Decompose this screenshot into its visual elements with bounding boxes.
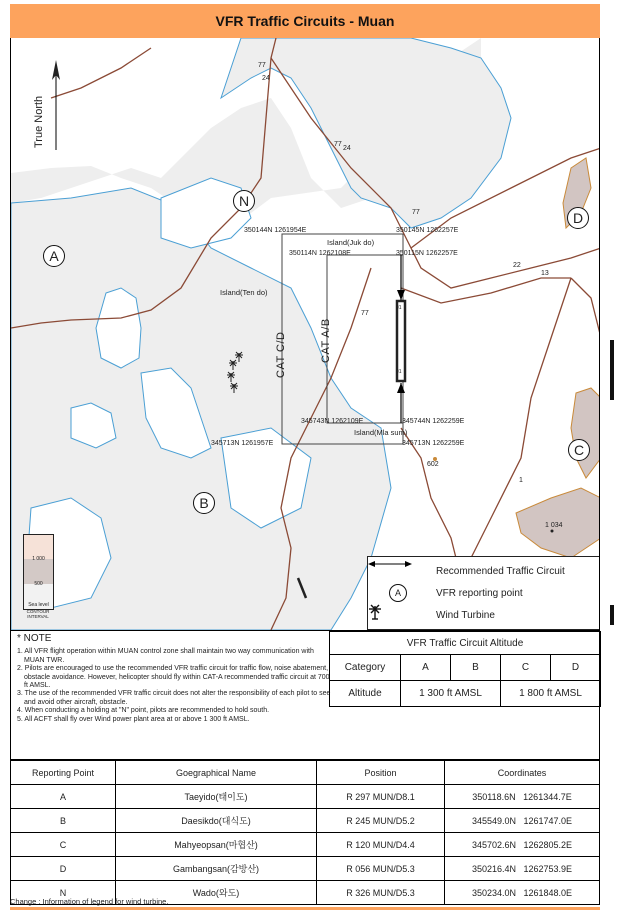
cat-ab-label: CAT A/B (320, 318, 332, 363)
altitude-cd: 1 800 ft AMSL (500, 681, 600, 707)
reporting-point-n[interactable]: N (233, 190, 255, 212)
map-area (10, 38, 600, 630)
table-row: N Wado(와도) R 326 MUN/D5.3 350234.0N 1261848.0E (11, 881, 600, 905)
bottom-accent-bar (10, 907, 600, 910)
circle-letter-icon: A (368, 584, 428, 602)
margin-mark (610, 340, 614, 400)
chart-page (10, 4, 600, 910)
chart-title: VFR Traffic Circuits - Muan (10, 4, 600, 38)
category-c: C (500, 655, 550, 681)
altitude-header: Altitude (330, 681, 401, 707)
note-item: 2. Pilots are encouraged to use the recommended VFR traffic circuit for traffic flow, noise abatement, obstacle avoidance. However, helicopter should fly within CAT-A recommended traffic circuit at 700 ft AMSL. (17, 665, 330, 690)
coord-inner-sw: 345743N 1262109E (301, 418, 364, 425)
coord-outer-ne: 350145N 1262257E (396, 227, 459, 234)
change-note: Change : Information of legend for wind turbine. (10, 897, 169, 906)
table-row: D Gambangsan(감방산) R 056 MUN/D5.3 350216.4N 1262753.9E (11, 857, 600, 881)
route-marker: 22 (513, 262, 521, 269)
island-label-mla-sum: Island(Mla sum) (354, 428, 408, 437)
spot-elevation: 1 034 (545, 522, 563, 529)
island-label-ten-do: Island(Ten do) (220, 288, 268, 297)
reporting-points-table (10, 760, 600, 905)
route-marker: 77 (334, 141, 342, 148)
route-marker: 1 (519, 477, 523, 484)
legend-item-traffic-circuit: Recommended Traffic Circuit (368, 560, 600, 582)
route-marker: 77 (412, 209, 420, 216)
notes-section (10, 630, 600, 760)
category-d: D (550, 655, 600, 681)
margin-mark (610, 605, 614, 625)
coord-inner-se: 345744N 1262259E (402, 418, 465, 425)
true-north-label: True North (33, 95, 45, 148)
coord-outer-sw: 345713N 1261957E (211, 440, 274, 447)
route-marker: 13 (541, 270, 549, 277)
category-b: B (450, 655, 500, 681)
note-item: 5. All ACFT shall fly over Wind power plant area at or above 1 300 ft AMSL. (17, 715, 250, 723)
category-header: Category (330, 655, 401, 681)
contour-interval-caption: CONTOUR INTERVAL (26, 609, 50, 619)
map-legend (367, 556, 600, 630)
map-drawing (11, 38, 600, 630)
reporting-point-a[interactable]: A (43, 245, 65, 267)
reporting-point-d[interactable]: D (567, 207, 589, 229)
coord-outer-nw: 350144N 1261954E (244, 227, 307, 234)
route-marker: 77 (361, 310, 369, 317)
table-row: B Daesikdo(대식도) R 245 MUN/D5.2 345549.0N 1261747.0E (11, 809, 600, 833)
reporting-point-b[interactable]: B (193, 492, 215, 514)
legend-item-wind-turbine: Wind Turbine (368, 604, 600, 626)
contour-interval-scale: 1 000 500 Sea level (23, 534, 54, 610)
table-row: A Taeyido(태이도) R 297 MUN/D8.1 350118.6N 1261344.7E (11, 785, 600, 809)
category-a: A (401, 655, 451, 681)
note-item: 1. All VFR flight operation within MUAN control zone shall maintain two way communication with MUAN TWR. (17, 648, 314, 664)
notes-header: * NOTE (17, 633, 52, 644)
island-label-juk-do: Island(Juk do) (327, 238, 375, 247)
coord-inner-nw: 350114N 1262108E (289, 250, 351, 257)
table-header-row: Reporting Point Goegraphical Name Position Coordinates (11, 761, 600, 785)
altitude-table-title: VFR Traffic Circuit Altitude (330, 632, 601, 655)
reporting-point-c[interactable]: C (568, 439, 590, 461)
notes-list (17, 635, 335, 724)
route-marker: 24 (262, 75, 270, 82)
route-marker: 77 (258, 62, 266, 69)
route-marker: 24 (343, 145, 351, 152)
table-row: C Mahyeopsan(마협산) R 120 MUN/D4.4 345702.6N 1262805.2E (11, 833, 600, 857)
legend-item-reporting-point: A VFR reporting point (368, 582, 600, 604)
cat-cd-label: CAT C/D (275, 331, 287, 378)
runway-label-north: 01 (396, 305, 402, 311)
note-item: 3. The use of the recommended VFR traffic circuit does not alter the responsibility of each pilot to see and avoid other aircraft, obstacle. (17, 690, 331, 706)
altitude-table (329, 631, 601, 707)
coord-inner-ne: 350115N 1262257E (396, 250, 458, 257)
note-item: 4. When conducting a holding at "N" point, pilots are recommended to hold south. (17, 707, 270, 715)
coord-outer-se: 345713N 1262259E (402, 440, 465, 447)
altitude-ab: 1 300 ft AMSL (401, 681, 501, 707)
spot-elevation: 602 (427, 461, 439, 468)
runway-label-south: 01 (396, 369, 402, 375)
